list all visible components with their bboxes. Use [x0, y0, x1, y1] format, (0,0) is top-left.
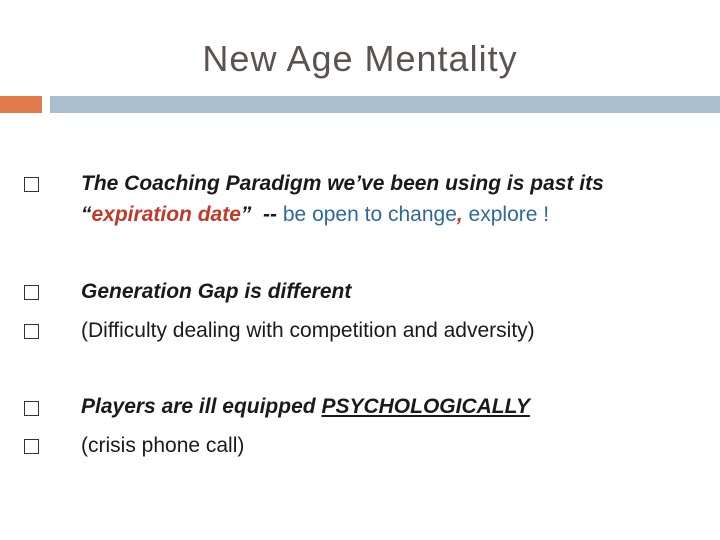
slide-title: New Age Mentality — [202, 38, 518, 79]
explore-text: explore ! — [462, 203, 550, 226]
open-to-change-text: be open to change — [277, 203, 457, 226]
bullet-5-text: (crisis phone call) — [81, 434, 245, 457]
accent-bar-blue — [50, 96, 720, 113]
bullet-1-line-1: The Coaching Paradigm we’ve been using is past its — [81, 172, 604, 195]
bullet-2-text: Generation Gap is different — [81, 280, 352, 303]
square-bullet-icon — [24, 324, 39, 339]
bullet-1-line-2 — [81, 203, 549, 227]
bullet-4-prefix: Players are ill equipped — [81, 395, 322, 418]
comma: , — [456, 203, 463, 226]
square-bullet-icon — [24, 401, 39, 416]
accent-bar-orange — [0, 96, 42, 113]
quote-open: “ — [81, 203, 92, 226]
square-bullet-icon — [24, 285, 39, 300]
square-bullet-icon — [24, 439, 39, 454]
dashes: -- — [263, 203, 278, 226]
bullet-3-text: (Difficulty dealing with competition and adversity) — [81, 319, 535, 342]
quote-close: ” — [240, 203, 252, 226]
bullet-4-text — [81, 395, 530, 419]
expiration-date-emphasis: expiration date — [91, 203, 241, 226]
square-bullet-icon — [24, 177, 39, 192]
psychologically-underlined: PSYCHOLOGICALLY — [321, 395, 530, 418]
